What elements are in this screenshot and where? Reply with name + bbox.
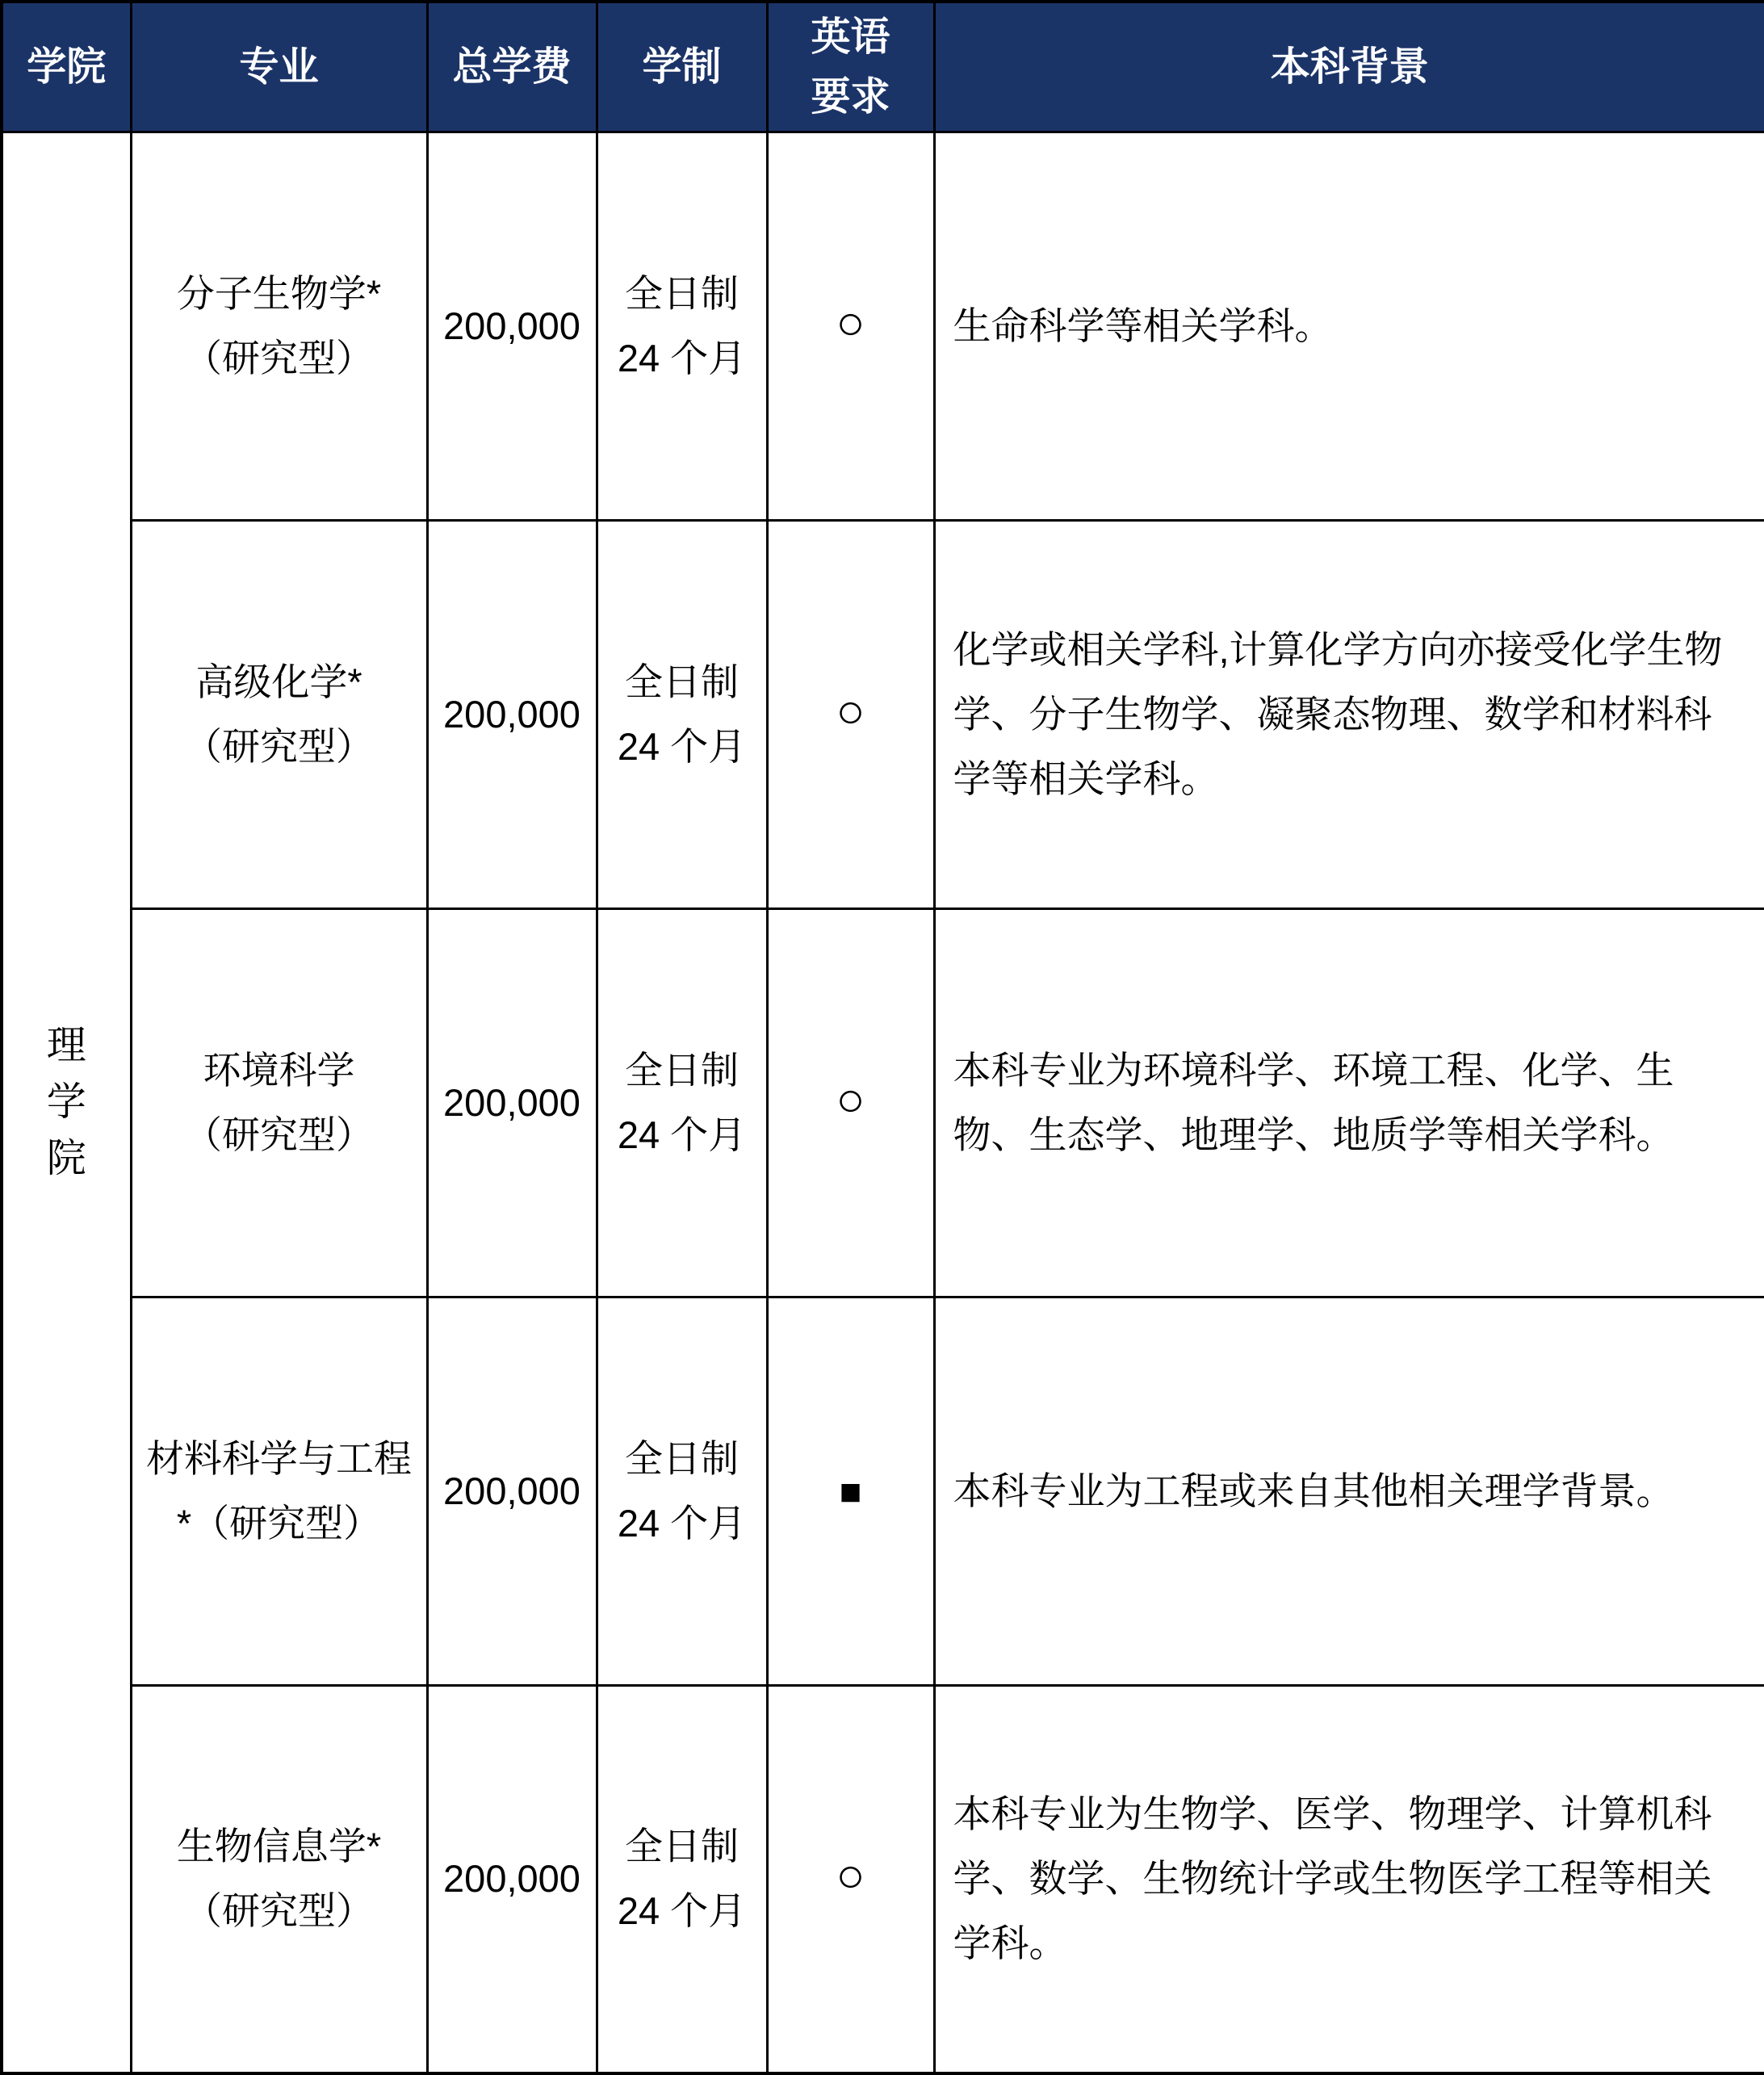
duration-mode: 全日制 (625, 271, 739, 315)
major-type: （研究型） (184, 336, 374, 379)
table-row (2, 132, 1764, 520)
circle-outline-symbol-icon: ○ (836, 295, 865, 350)
tuition-cell (427, 908, 597, 1297)
tuition-cell (427, 520, 597, 908)
tuition-value: 200,000 (443, 692, 580, 736)
college-char-2: 学 (46, 1080, 86, 1125)
duration-months: 24 个月 (617, 336, 747, 379)
table-header-row (2, 2, 1764, 132)
duration-cell (597, 1685, 767, 2073)
tuition-value: 200,000 (443, 1469, 580, 1512)
major-cell (131, 908, 427, 1297)
duration-months: 24 个月 (617, 1889, 747, 1933)
college-char-1: 理 (46, 1024, 86, 1068)
duration-cell (597, 520, 767, 908)
undergrad-background-text: 化学或相关学科,计算化学方向亦接受化学生物学、分子生物学、凝聚态物理、数学和材料科学等相关学科。 (953, 627, 1723, 800)
duration-months: 24 个月 (617, 724, 747, 768)
undergrad-background-cell (934, 1297, 1764, 1685)
duration-mode: 全日制 (625, 1436, 739, 1480)
duration-mode: 全日制 (625, 1048, 739, 1092)
undergrad-background-text: 本科专业为生物学、医学、物理学、计算机科学、数学、生物统计学或生物医学工程等相关学科。 (953, 1792, 1712, 1965)
english-requirement-cell (767, 908, 934, 1297)
tuition-cell (427, 132, 597, 520)
major-name: 生物信息学* (176, 1825, 382, 1868)
circle-outline-symbol-icon: ○ (836, 683, 865, 738)
major-type: （研究型） (184, 1889, 374, 1933)
duration-mode: 全日制 (625, 1825, 739, 1868)
major-cell (131, 1685, 427, 2073)
tuition-value: 200,000 (443, 304, 580, 347)
major-name: 材料科学与工程 (146, 1436, 412, 1480)
undergrad-background-cell (934, 520, 1764, 908)
major-type: *（研究型） (176, 1501, 382, 1545)
undergrad-background-cell (934, 132, 1764, 520)
undergrad-background-text: 生命科学等相关学科。 (953, 304, 1333, 347)
tuition-cell (427, 1297, 597, 1685)
square-filled-symbol-icon: ■ (839, 1469, 862, 1512)
header-undergrad-background-label: 本科背景 (1270, 44, 1429, 89)
circle-outline-symbol-icon: ○ (836, 1071, 865, 1126)
major-cell (131, 132, 427, 520)
english-requirement-cell (767, 1297, 934, 1685)
major-cell (131, 1297, 427, 1685)
duration-cell (597, 908, 767, 1297)
duration-cell (597, 132, 767, 520)
header-english-line2: 要求 (811, 74, 890, 119)
undergrad-background-cell (934, 908, 1764, 1297)
header-college-label: 学院 (27, 44, 107, 89)
college-char-3: 院 (46, 1137, 86, 1181)
tuition-value: 200,000 (443, 1080, 580, 1124)
college-cell (2, 132, 131, 2073)
duration-mode: 全日制 (625, 660, 739, 703)
undergrad-background-cell (934, 1685, 1764, 2073)
major-type: （研究型） (184, 724, 374, 768)
table-row (2, 908, 1764, 1297)
header-major (131, 2, 427, 132)
table-row (2, 1297, 1764, 1685)
major-type: （研究型） (184, 1113, 374, 1156)
header-english-requirement (767, 2, 934, 132)
header-english-line1: 英语 (811, 15, 890, 59)
circle-outline-symbol-icon: ○ (836, 1848, 865, 1903)
english-requirement-cell (767, 520, 934, 908)
major-cell (131, 520, 427, 908)
table-row (2, 1685, 1764, 2073)
undergrad-background-text: 本科专业为工程或来自其他相关理学背景。 (953, 1469, 1674, 1512)
english-requirement-cell (767, 132, 934, 520)
header-college (2, 2, 131, 132)
undergrad-background-text: 本科专业为环境科学、环境工程、化学、生物、生态学、地理学、地质学等相关学科。 (953, 1048, 1674, 1156)
english-requirement-cell (767, 1685, 934, 2073)
duration-months: 24 个月 (617, 1113, 747, 1156)
major-name: 高级化学* (195, 660, 362, 703)
duration-cell (597, 1297, 767, 1685)
header-duration (597, 2, 767, 132)
header-tuition (427, 2, 597, 132)
duration-months: 24 个月 (617, 1501, 747, 1545)
tuition-value: 200,000 (443, 1857, 580, 1901)
tuition-cell (427, 1685, 597, 2073)
major-name: 环境科学 (203, 1048, 355, 1092)
major-name: 分子生物学* (176, 271, 382, 315)
header-duration-label: 学制 (642, 44, 722, 89)
table-row (2, 520, 1764, 908)
header-tuition-label: 总学费 (452, 44, 572, 89)
header-undergrad-background (934, 2, 1764, 132)
header-major-label: 专业 (239, 44, 319, 89)
